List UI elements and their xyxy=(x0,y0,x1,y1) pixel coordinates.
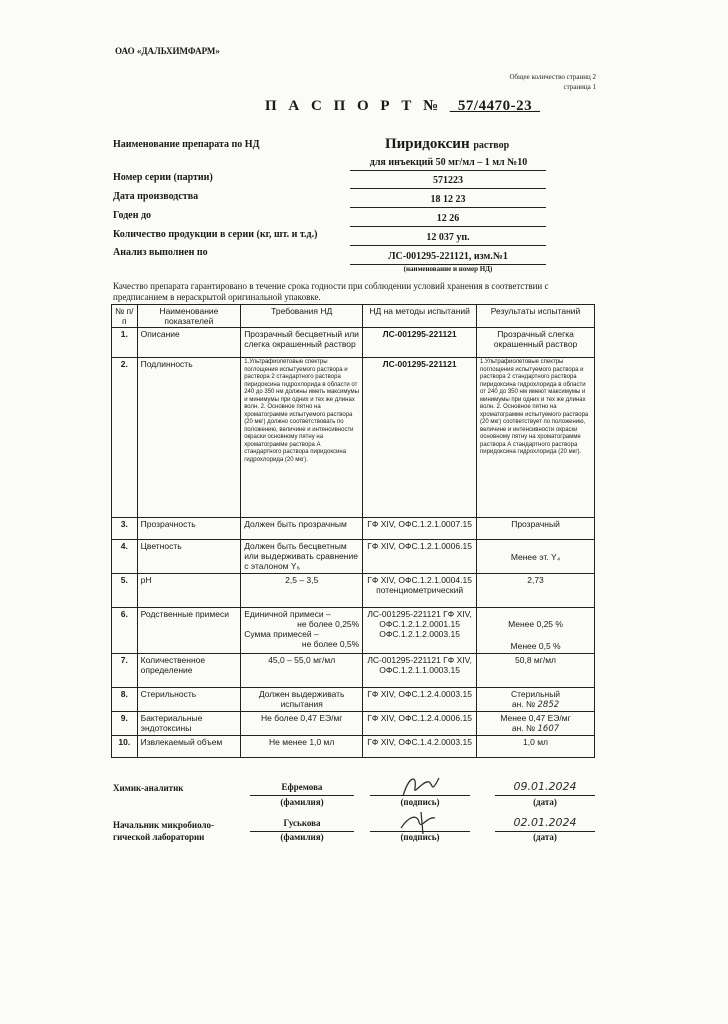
chemist-sign-caption: (подпись) xyxy=(400,797,440,807)
row-indicator: pH xyxy=(137,574,241,608)
chemist-name-caption: (фамилия) xyxy=(280,797,324,807)
production-date-value: 18 12 23 xyxy=(430,194,466,205)
analysis-no-prefix: ан. № xyxy=(511,699,536,709)
row-indicator: Прозрачность xyxy=(137,518,241,540)
row-result: 1.Ультрафиолетовые спектры поглощения испытуемого раствора и раствора 2 стандартного раствора пиридоксина гидрохлорида в области от 240 до 350 нм имеют максимумы и минимумы при одних и тех же длинах волн. 2. Основное пятно на хроматограмме испытуемого раствора (20 мкг) соответствует по положению, величине и интенсивности окраски основному пятну на хроматограмме раствора А стандартного раствора пиридоксина гидрохлорида (20 мкг). xyxy=(477,358,595,518)
page-current: страница 1 xyxy=(563,83,596,91)
chemist-name: Ефремова xyxy=(281,782,323,792)
col-method: НД на методы испытаний xyxy=(363,305,477,328)
series-value: 571223 xyxy=(433,175,463,186)
single-impurity-limit: не более 0,25% xyxy=(297,619,360,629)
total-impurity-label: Сумма примесей – xyxy=(244,629,319,639)
col-number: № п/п xyxy=(112,305,138,328)
series-label: Номер серии (партии) xyxy=(113,172,213,183)
drug-name-value: Пиридоксин xyxy=(385,136,470,152)
row-number: 4. xyxy=(112,540,138,574)
single-impurity-result: Менее 0,25 % xyxy=(508,619,563,629)
row-number: 3. xyxy=(112,518,138,540)
single-impurity-label: Единичной примеси – xyxy=(244,609,331,619)
drug-form: для инъекций 50 мг/мл – 1 мл №10 xyxy=(369,157,528,168)
head-label-line2: гической лаборатории xyxy=(113,832,205,842)
title-prefix: П А С П О Р Т № xyxy=(265,98,443,114)
row-result xyxy=(477,688,595,712)
document-title xyxy=(265,98,540,115)
row-indicator: Извлекаемый объем xyxy=(137,736,241,758)
sterility-result: Стерильный xyxy=(510,689,561,699)
microbiology-head-label xyxy=(113,819,214,843)
row-requirement: Должен выдерживать испытания xyxy=(241,688,363,712)
analysis-label: Анализ выполнен по xyxy=(113,247,208,258)
col-result: Результаты испытаний xyxy=(477,305,595,328)
row-result xyxy=(477,712,595,736)
valid-until-value: 12 26 xyxy=(436,213,460,224)
row-result: 2,73 xyxy=(477,574,595,608)
row-result xyxy=(477,608,595,654)
row-method: ГФ XIV, ОФС.1.2.4.0003.15 xyxy=(363,688,477,712)
head-name: Гуськова xyxy=(283,818,321,828)
passport-number: _57/4470-23_ xyxy=(449,98,541,114)
row-number: 5. xyxy=(112,574,138,608)
drug-name xyxy=(385,136,509,153)
row-number: 8. xyxy=(112,688,138,712)
company-name: ОАО «ДАЛЬХИМФАРМ» xyxy=(115,46,220,56)
test-results-table xyxy=(111,304,595,758)
col-requirement: Требования НД xyxy=(241,305,363,328)
row-number: 7. xyxy=(112,654,138,688)
row-method: ГФ XIV, ОФС.1.2.1.0006.15 xyxy=(363,540,477,574)
head-label-line1: Начальник микробиоло- xyxy=(113,820,215,830)
row-requirement: Не более 0,47 ЕЭ/мг xyxy=(241,712,363,736)
row-requirement: Должен быть бесцветным или выдерживать сравнение с эталоном Y₆ xyxy=(241,540,363,574)
col-indicator: Наименование показателей xyxy=(137,305,241,328)
row-requirement: Прозрачный бесцветный или слегка окрашенный раствор xyxy=(241,328,363,358)
row-method: ЛС-001295-221121 xyxy=(363,328,477,358)
analysis-no-handwritten: 1607 xyxy=(537,724,560,734)
table-row xyxy=(112,608,595,654)
row-requirement: 1.Ультрафиолетовые спектры поглощения испытуемого раствора и раствора 2 стандартного раствора пиридоксина гидрохлорида в области от 240 до 350 нм должны иметь максимумы и минимумы при одних и тех же длинах волн. 2. Основное пятно на хроматограмме испытуемого раствора (20 мкг) должно соответствовать по положению, величине и интенсивности окраски основному пятну на хроматограмме раствора А стандартного раствора пиридоксина гидрохлорида (20 мкг). xyxy=(241,358,363,518)
table-header-row xyxy=(112,305,595,328)
row-result: 50,8 мг/мл xyxy=(477,654,595,688)
row-indicator: Цветность xyxy=(137,540,241,574)
table-row xyxy=(112,518,595,540)
quantity-label: Количество продукции в серии (кг, шт. и т.д.) xyxy=(113,229,318,240)
row-result: Прозрачный слегка окрашенный раствор xyxy=(477,328,595,358)
row-number: 2. xyxy=(112,358,138,518)
head-name-caption: (фамилия) xyxy=(280,832,324,842)
table-row xyxy=(112,712,595,736)
head-sign-caption: (подпись) xyxy=(400,832,440,842)
pages-total: Общее количество страниц 2 xyxy=(509,73,596,81)
row-indicator: Описание xyxy=(137,328,241,358)
table-row xyxy=(112,358,595,518)
row-requirement xyxy=(241,608,363,654)
chemist-label: Химик-аналитик xyxy=(113,783,184,793)
row-method: ГФ XIV, ОФС.1.2.1.0007.15 xyxy=(363,518,477,540)
analysis-no-prefix: ан. № xyxy=(511,723,536,733)
head-date-caption: (дата) xyxy=(533,832,557,842)
row-method: ЛС-001295-221121 ГФ XIV, ОФС.1.2.1.2.0001.15 ОФС.1.2.1.2.0003.15 xyxy=(363,608,477,654)
analysis-value: ЛС-001295-221121, изм.№1 xyxy=(388,251,508,262)
total-impurity-limit: не более 0,5% xyxy=(301,639,360,649)
row-requirement: 45,0 – 55,0 мг/мл xyxy=(241,654,363,688)
row-number: 10. xyxy=(112,736,138,758)
endotoxin-result: Менее 0,47 ЕЭ/мг xyxy=(500,713,571,723)
table-row xyxy=(112,654,595,688)
row-method: ЛС-001295-221121 ГФ XIV, ОФС.1.2.1.1.0003.15 xyxy=(363,654,477,688)
page-count xyxy=(510,72,597,92)
head-date: 02.01.2024 xyxy=(513,816,577,829)
row-indicator: Родственные примеси xyxy=(137,608,241,654)
row-method: ЛС-001295-221121 xyxy=(363,358,477,518)
valid-until-label: Годен до xyxy=(113,210,152,221)
row-method: ГФ XIV, ОФС.1.4.2.0003.15 xyxy=(363,736,477,758)
table-row xyxy=(112,688,595,712)
quantity-value: 12 037 уп. xyxy=(426,232,470,243)
row-requirement: 2,5 – 3,5 xyxy=(241,574,363,608)
table-row xyxy=(112,328,595,358)
analysis-no-handwritten: 2852 xyxy=(537,700,560,710)
row-number: 6. xyxy=(112,608,138,654)
chemist-date-caption: (дата) xyxy=(533,797,557,807)
row-indicator: Подлинность xyxy=(137,358,241,518)
row-indicator: Стерильность xyxy=(137,688,241,712)
row-result: 1,0 мл xyxy=(477,736,595,758)
chemist-date: 09.01.2024 xyxy=(513,780,577,793)
quality-statement: Качество препарата гарантировано в течение срока годности при соблюдении условий хранения в соответствии с предписанием в нераскрытой оригинальной упаковке. xyxy=(113,281,549,302)
row-method: ГФ XIV, ОФС.1.2.1.0004.15 потенциометрический xyxy=(363,574,477,608)
row-number: 1. xyxy=(112,328,138,358)
row-indicator: Бактериальные эндотоксины xyxy=(137,712,241,736)
drug-name-suffix: раствор xyxy=(473,140,510,151)
drug-name-label: Наименование препарата по НД xyxy=(113,139,260,150)
table-row xyxy=(112,574,595,608)
production-date-label: Дата производства xyxy=(113,191,199,202)
table-row xyxy=(112,540,595,574)
row-result: Менее эт. Y₄ xyxy=(477,540,595,574)
total-impurity-result: Менее 0,5 % xyxy=(510,641,561,651)
row-method: ГФ XIV, ОФС.1.2.4.0006.15 xyxy=(363,712,477,736)
row-requirement: Не менее 1,0 мл xyxy=(241,736,363,758)
row-number: 9. xyxy=(112,712,138,736)
row-requirement: Должен быть прозрачным xyxy=(241,518,363,540)
table-row xyxy=(112,736,595,758)
analysis-caption: (наименование и номер НД) xyxy=(403,265,493,273)
row-indicator: Количественное определение xyxy=(137,654,241,688)
row-result: Прозрачный xyxy=(477,518,595,540)
